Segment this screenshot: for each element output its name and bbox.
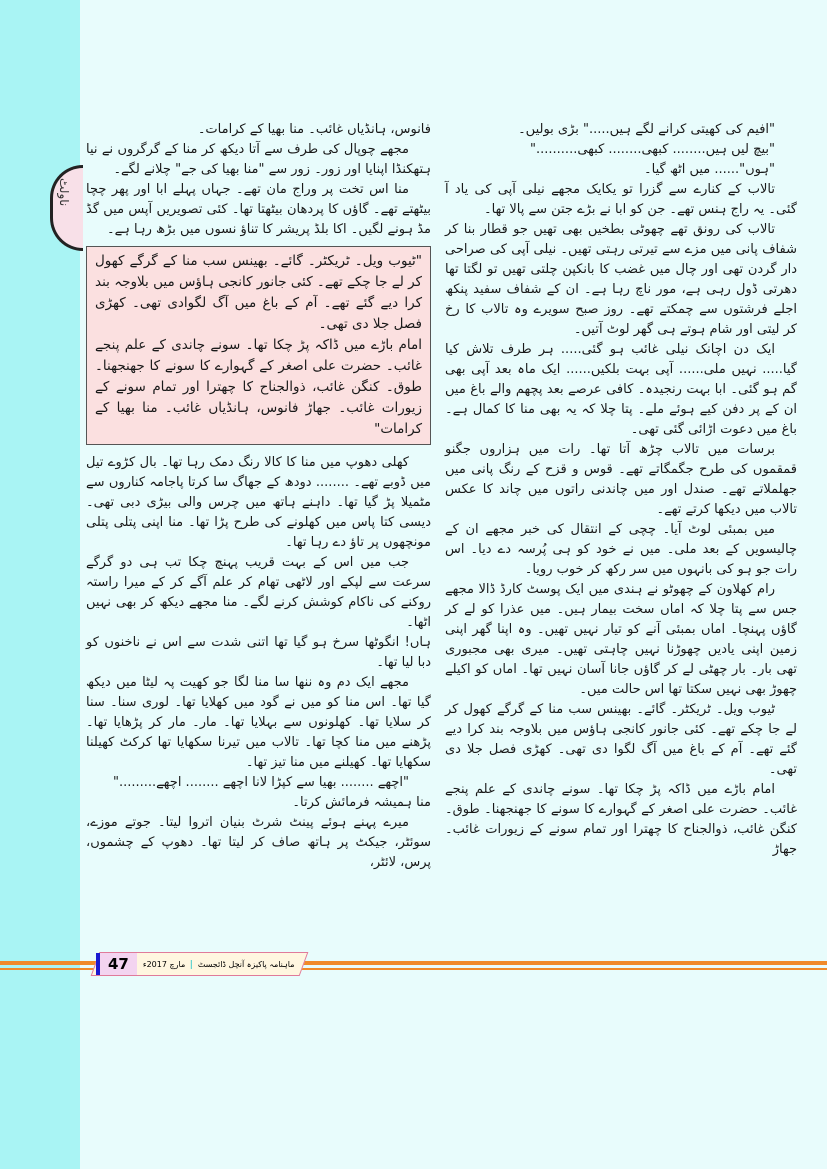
- paragraph: منا ہمیشہ فرمائش کرتا۔: [292, 795, 431, 810]
- issue-date: مارچ 2017ء: [137, 960, 192, 969]
- paragraph: میں بمبئی لوٹ آیا۔ چچی کے انتقال کی خبر مجھے ان کے چالیسویں کے بعد ملی۔ میں نے خود کو ہی پُرسہ دے دیا۔ اس رات جو ہو کی بانہوں میں سر رکھ کر خوب رویا۔: [445, 522, 797, 577]
- page-footer-badge: [91, 952, 309, 976]
- paragraph: فانوس، ہانڈیاں غائب۔ منا بھیا کے کرامات۔: [197, 122, 431, 137]
- paragraph: ایک دن اچانک نیلی غائب ہو گئی..... ہر طرف تلاش کیا گیا..... نہیں ملی...... آپی بہت بلکیں...... ایک ماہ بعد آپی بھی گم ہو گئی۔ ابا بہت رنجیدہ۔ کافی عرصے بعد پچھم والے باغ میں ان کے پر دفن کیے ہوئے ملے۔ پتا چلا کہ یہ بھی منا کا کمال ہے۔ باغ میں دعوت اڑائی گئی تھی۔: [445, 342, 797, 437]
- paragraph: "بیچ لیں ہیں........ کبھی........ کبھی..........": [530, 142, 775, 157]
- paragraph: کھلی دھوپ میں منا کا کالا رنگ دمک رہا تھا۔ بال کڑوے تیل میں ڈوبے تھے۔ ........ دودھ کے جھاگ سا کرتا پاجامہ کناروں سے مٹمیلا پڑ گیا تھا۔ داہنے ہاتھ میں چرس والی بیڑی دبی تھی۔ دیسی کتا پاس میں کھلونے کی طرح پڑا تھا۔ منا اپنی پتلی پتلی مونچھوں پر تاؤ دے رہا تھا۔: [86, 455, 431, 550]
- paragraph: "ہوں"...... میں اٹھ گیا۔: [644, 162, 775, 177]
- paragraph: میرے پہنے ہوئے پینٹ شرٹ بنیان اتروا لیتا۔ جوتے موزے، سوئٹر، جیکٹ پر ہاتھ صاف کر لیتا تھا۔ دھوپ کے چشموں، پرس، لائٹر،: [86, 815, 431, 870]
- paragraph: جب میں اس کے بہت قریب پہنچ چکا تب ہی دو گرگے سرعت سے لپکے اور لاٹھی تھام کر علم آگے کر کے میرا راستہ روکنے کی ناکام کوشش کرنے لگے۔ منا مجھے دیکھ کر بھی نہیں اٹھا۔: [86, 555, 431, 630]
- page-footer: [0, 952, 827, 1012]
- magazine-name: ماہنامہ پاکیزہ آنچل ڈائجسٹ: [198, 959, 295, 969]
- paragraph: مجھے ایک دم وہ ننھا سا منا لگا جو کھیت پہ لیٹا میں دیکھ گیا تھا۔ اس منا کو میں نے گود میں کھلایا تھا۔ لوری سنا۔ سنا کر سلایا تھا۔ کھلونوں سے بہلایا تھا۔ مار۔ مار کر پڑھایا تھا۔ پڑھنے میں منا کچا تھا۔ تالاب میں تیرنا سکھایا تھا کرکٹ کھیلنا سکھایا تھا۔ کھیلنے میں منا تیز تھا۔: [86, 675, 431, 770]
- paragraph: رام کھلاون کے چھوٹو نے ہندی میں ایک پوسٹ کارڈ ڈالا مجھے جس سے پتا چلا کہ اماں سخت بیمار ہیں۔ میں عذرا کو لے کر گاؤں پہنچا۔ اماں بمبئی آنے کو تیار نہیں تھیں۔ وہ اپنا گھر اپنی زمین اپنی یادیں چھوڑنا نہیں چاہتی تھیں۔ میری بھی مجبوری تھی بار۔ بار چھٹی لے کر گاؤں جانا آسان نہیں تھا۔ اماں کو اکیلے چھوڑ بھی نہیں سکتا تھا اس حالت میں۔: [445, 582, 797, 697]
- paragraph: برسات میں تالاب چڑھ آتا تھا۔ رات میں ہزاروں جگنو قمقموں کی طرح جگمگاتے تھے۔ قوس و قزح کے رنگ پانی میں جھلملاتے تھے۔ صندل اور میں چاندنی راتوں میں چاند کا عکس تالاب میں دیکھا کرتے تھے۔: [445, 442, 797, 517]
- paragraph: تالاب کے کنارے سے گزرا تو یکایک مجھے نیلی آپی کی یاد آ گئی۔ یہ راج ہنس تھے۔ جن کو ابا نے بڑے جتن سے پالا تھا۔: [445, 182, 797, 217]
- paragraph: مجھے چوپال کی طرف سے آتا دیکھ کر منا کے گرگروں نے نیا ہتھکنڈا اپنایا اور زور۔ زور سے "منا بھیا کی جے" چلانے لگے۔: [86, 142, 431, 177]
- box-paragraph: امام باڑے میں ڈاکہ پڑ چکا تھا۔ سونے چاندی کے علم پنجے غائب۔ حضرت علی اصغر کے گہوارے کا سونے کا جھنجھنا۔ طوق۔ کنگن غائب، ذوالجناح کا چھترا اور تمام سونے کے زیورات غائب۔ جھاڑ فانوس، ہانڈیاں غائب۔ منا بھیا کے کرامات": [95, 337, 422, 437]
- right-column: [445, 120, 797, 860]
- paragraph: ٹیوب ویل۔ ٹریکٹر۔ گائے۔ بھینس سب منا کے گرگے کھول کر لے جا چکے تھے۔ کئی جانور کانجی ہاؤس میں بلاوجہ بند کرا دیے گئے تھے۔ آم کے باغ میں آگ لگوا دی تھی۔ کھڑی فصل جلا دی تھی۔: [445, 702, 797, 777]
- box-paragraph: "ٹیوب ویل۔ ٹریکٹر۔ گائے۔ بھینس سب منا کے گرگے کھول کر لے جا چکے تھے۔ کئی جانور کانجی ہاؤس میں بلاوجہ بند کرا دیے گئے تھے۔ آم کے باغ میں آگ لگوادی تھی۔ کھڑی فصل جلا دی تھی۔: [95, 253, 422, 332]
- paragraph: منا اس تخت پر وراج مان تھے۔ جہاں پہلے ابا اور پھر چچا بیٹھتے تھے۔ گاؤں کا پردھان بیٹھتا تھا۔ کئی تصویریں آپس میں گڈ مڈ ہونے لگیں۔ اکا بلڈ پریشر کا تناؤ نسوں میں بڑھ رہا ہے۔: [86, 182, 431, 237]
- section-tab-label: ناولٹ: [57, 178, 71, 207]
- paragraph: "افیم کی کھیتی کرانے لگے ہیں....." بڑی بولیں۔: [518, 122, 775, 137]
- paragraph: ہاں! انگوٹھا سرخ ہو گیا تھا اتنی شدت سے اس نے ناخنوں کو دبا لیا تھا۔: [86, 635, 431, 670]
- highlight-box: [86, 246, 431, 445]
- paragraph: "اچھے ........ بھیا سے کپڑا لانا اچھے ........ اچھے.........": [113, 775, 409, 790]
- paragraph: امام باڑے میں ڈاکہ پڑ چکا تھا۔ سونے چاندی کے علم پنجے غائب۔ حضرت علی اصغر کے گہوارے کا سونے کا جھنجھنا۔ طوق۔ کنگن غائب، ذوالجناح کا چھترا اور تمام سونے کے زیورات غائب۔ جھاڑ: [445, 782, 797, 857]
- paragraph: تالاب کی رونق تھے چھوٹی بطخیں بھی تھیں جو قطار بنا کر شفاف پانی میں مزے سے تیرتی رہتی تھیں۔ نیلی آپی کی صراحی دار گردن تھی اور چال میں غضب کا بانکپن چلتی تھیں تو لگتا تھا دھرتی ڈول رہی ہے، مور ناچ رہا ہے۔ ان کے شفاف سفید پنکھ اجلے فرشتوں سے چمکتے تھے۔ روز صبح سویرے وہ تالاب کا رخ کر لیتی اور شام ہوتے ہی گھر لوٹ آتیں۔: [445, 222, 797, 337]
- page-number: 47: [96, 953, 137, 975]
- left-column: [86, 120, 431, 873]
